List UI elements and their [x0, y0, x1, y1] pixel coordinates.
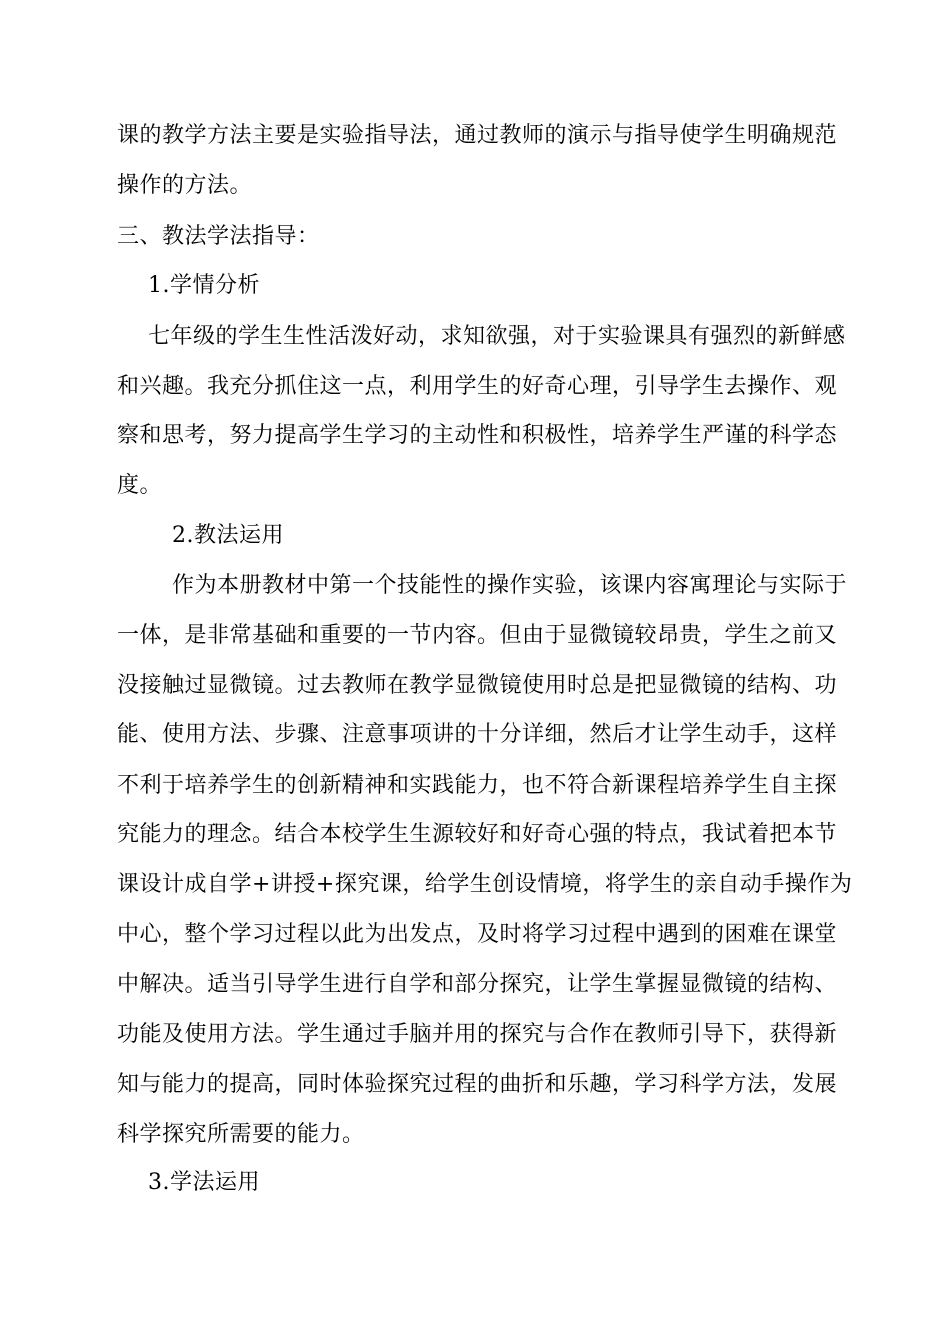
subsection-heading: 3.学法运用: [148, 1170, 260, 1195]
paragraph-line: 和兴趣。我充分抓住这一点，利用学生的好奇心理，引导学生去操作、观: [117, 374, 838, 399]
paragraph-line: 知与能力的提高，同时体验探究过程的曲折和乐趣，学习科学方法，发展: [117, 1072, 838, 1097]
paragraph-line: 能、使用方法、步骤、注意事项讲的十分详细，然后才让学生动手，这样: [117, 722, 838, 747]
paragraph-line: 察和思考，努力提高学生学习的主动性和积极性，培养学生严谨的科学态: [117, 423, 838, 448]
paragraph-line: 课设计成自学+讲授+探究课，给学生创设情境，将学生的亲自动手操作为: [117, 872, 853, 897]
paragraph-line: 不利于培养学生的创新精神和实践能力，也不符合新课程培养学生自主探: [117, 773, 838, 798]
paragraph-line: 操作的方法。: [117, 173, 253, 198]
paragraph-line: 中解决。适当引导学生进行自学和部分探究，让学生掌握显微镜的结构、: [117, 972, 838, 997]
paragraph-line: 没接触过显微镜。过去教师在教学显微镜使用时总是把显微镜的结构、功: [117, 673, 838, 698]
paragraph-line: 度。: [117, 473, 163, 498]
paragraph-line: 作为本册教材中第一个技能性的操作实验，该课内容寓理论与实际于: [172, 573, 848, 598]
paragraph-line: 究能力的理念。结合本校学生生源较好和好奇心强的特点，我试着把本节: [117, 822, 838, 847]
subsection-heading: 2.教法运用: [172, 523, 284, 548]
paragraph-line: 科学探究所需要的能力。: [117, 1122, 365, 1147]
section-heading: 三、教法学法指导：: [117, 224, 320, 249]
paragraph-line: 功能及使用方法。学生通过手脑并用的探究与合作在教师引导下，获得新: [117, 1022, 838, 1047]
paragraph-line: 一体，是非常基础和重要的一节内容。但由于显微镜较昂贵，学生之前又: [117, 623, 838, 648]
subsection-heading: 1.学情分析: [148, 273, 260, 298]
paragraph-line: 中心，整个学习过程以此为出发点，及时将学习过程中遇到的困难在课堂: [117, 922, 838, 947]
paragraph-line: 课的教学方法主要是实验指导法，通过教师的演示与指导使学生明确规范: [117, 123, 838, 148]
paragraph-line: 七年级的学生生性活泼好动，求知欲强，对于实验课具有强烈的新鲜感: [148, 324, 846, 349]
